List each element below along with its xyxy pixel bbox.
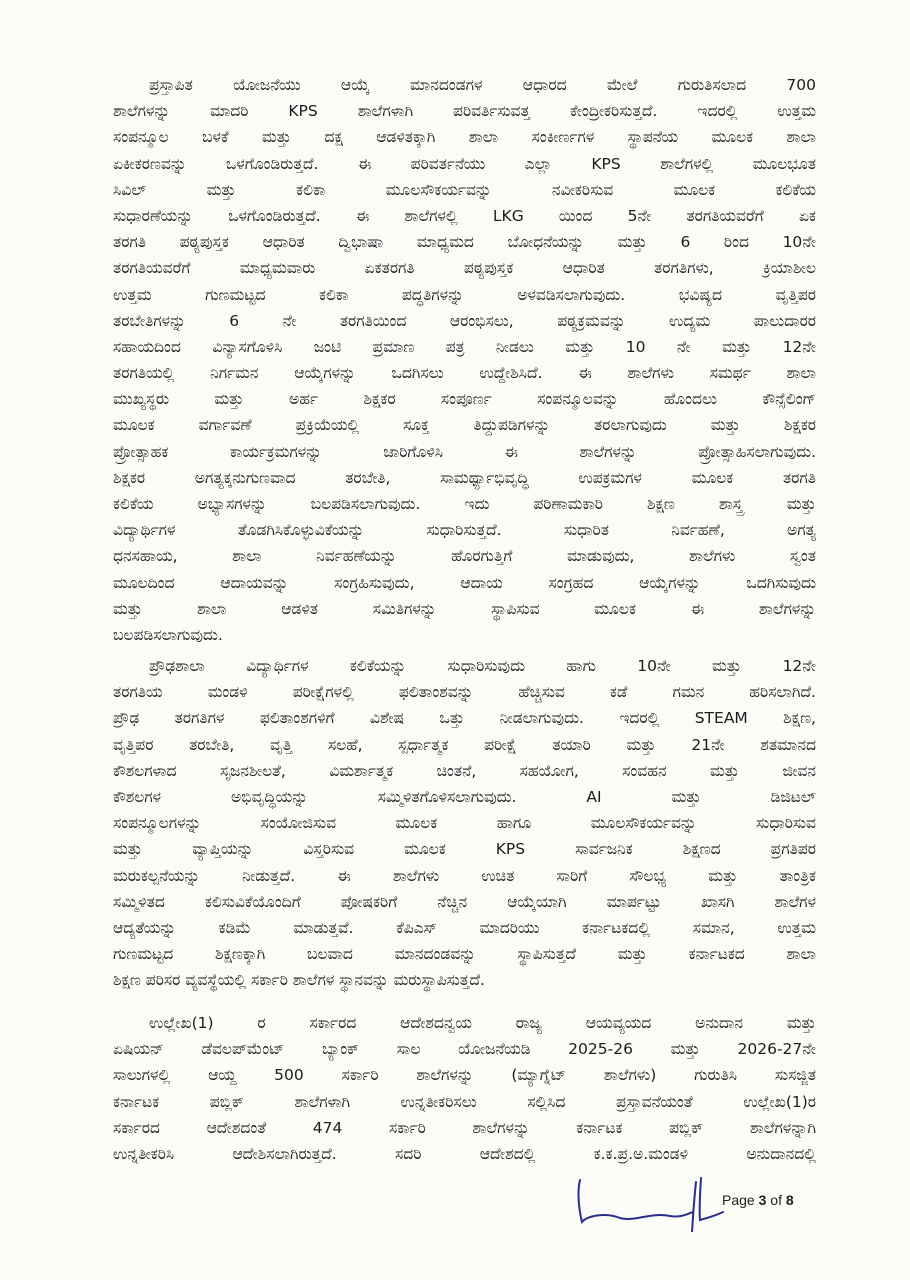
text-line: ತರಗತಿ ಪಠ್ಯಪುಸ್ತಕ ಆಧಾರಿತ ದ್ವಿಭಾಷಾ ಮಾಧ್ಯಮದ ಬೋಧನೆಯನ್ನು ಮತ್ತು 6 ರಿಂದ 10ನೇ [113,233,816,252]
text-line: ಕರ್ನಾಟಕ ಪಬ್ಲಿಕ್ ಶಾಲೆಗಳಾಗಿ ಉನ್ನತೀಕರಿಸಲು ಸಲ್ಲಿಸಿದ ಪ್ರಸ್ತಾವನೆಯಂತೆ ಉಲ್ಲೇಖ(1)ರ [113,1092,816,1111]
paragraph-3 [113,1010,816,1167]
text-line: ಸಂಪನ್ಮೂಲ ಬಳಕೆ ಮತ್ತು ದಕ್ಷ ಆಡಳಿತಕ್ಕಾಗಿ ಶಾಲಾ ಸಂಕೀರ್ಣಗಳ ಸ್ಥಾಪನೆಯ ಮೂಲಕ ಶಾಲಾ [113,128,816,147]
page-word: Page [722,1192,755,1208]
text-line: ಸಮ್ಮಿಳಿತದ ಕಲಿಸುವಿಕೆಯೊಂದಿಗೆ ಪೋಷಕರಿಗೆ ನೆಚ್ಚಿನ ಆಯ್ಕೆಯಾಗಿ ಮಾರ್ಪಟ್ಟು ಖಾಸಗಿ ಶಾಲೆಗಳ [113,892,816,911]
text-line: ಏಷಿಯನ್ ಡೆವಲಪ್‌ಮೆಂಟ್ ಬ್ಯಾಂಕ್ ಸಾಲ ಯೋಜನೆಯಡಿ 2025-26 ಮತ್ತು 2026-27ನೇ [113,1040,816,1059]
text-line: ಸಾಲುಗಳಲ್ಲಿ ಆಯ್ದ 500 ಸರ್ಕಾರಿ ಶಾಲೆಗಳನ್ನು (ಮ್ಯಾಗ್ನೆಟ್ ಶಾಲೆಗಳು) ಗುರುತಿಸಿ ಸುಸಜ್ಜಿತ [113,1066,816,1085]
text-line: ಕೌಶಲಗಳಾದ ಸೃಜನಶೀಲತೆ, ವಿಮರ್ಶಾತ್ಮಕ ಚಿಂತನೆ, ಸಹಯೋಗ, ಸಂವಹನ ಮತ್ತು ಜೀವನ [113,761,816,780]
page-total: 8 [785,1192,794,1208]
text-line: ಶಿಕ್ಷಣ ಪರಿಸರ ವ್ಯವಸ್ಥೆಯಲ್ಲಿ ಸರ್ಕಾರಿ ಶಾಲೆಗಳ ಸ್ಥಾನವನ್ನು ಮರುಸ್ಥಾಪಿಸುತ್ತದೆ. [113,971,485,990]
text-line: ಪ್ರಸ್ತಾಪಿತ ಯೋಜನೆಯು ಆಯ್ಕೆ ಮಾನದಂಡಗಳ ಆಧಾರದ ಮೇಲೆ ಗುರುತಿಸಲಾದ 700 [149,76,816,94]
text-line: ಉತ್ತಮ ಗುಣಮಟ್ಟದ ಕಲಿಕಾ ಪದ್ಧತಿಗಳನ್ನು ಅಳವಡಿಸಲಾಗುವುದು. ಭವಿಷ್ಯದ ವೃತ್ತಿಪರ [113,285,816,304]
text-line: ಪ್ರೋತ್ಸಾಹಕ ಕಾರ್ಯಕ್ರಮಗಳನ್ನು ಜಾರಿಗೊಳಿಸಿ ಈ ಶಾಲೆಗಳನ್ನು ಪ್ರೋತ್ಸಾಹಿಸಲಾಗುವುದು. [113,442,816,461]
text-line: ಸಹಾಯದಿಂದ ವಿನ್ಯಾಸಗೊಳಿಸಿ ಜಂಟಿ ಪ್ರಮಾಣ ಪತ್ರ ನೀಡಲು ಮತ್ತು 10 ನೇ ಮತ್ತು 12ನೇ [113,337,816,356]
text-line: ವಿದ್ಯಾರ್ಥಿಗಳ ತೊಡಗಿಸಿಕೊಳ್ಳುವಿಕೆಯನ್ನು ಸುಧಾರಿಸುತ್ತದೆ. ಸುಧಾರಿತ ನಿರ್ವಹಣೆ, ಅಗತ್ಯ [113,521,816,540]
text-line: ಶಿಕ್ಷಕರ ಅಗತ್ಯಕ್ಕನುಗುಣವಾದ ತರಬೇತಿ, ಸಾಮರ್ಥ್ಯಾಭಿವೃದ್ಧಿ ಉಪಕ್ರಮಗಳ ಮೂಲಕ ತರಗತಿ [113,468,816,487]
text-line: ಮರುಕಲ್ಪನೆಯನ್ನು ನೀಡುತ್ತದೆ. ಈ ಶಾಲೆಗಳು ಉಚಿತ ಸಾರಿಗೆ ಸೌಲಭ್ಯ ಮತ್ತು ತಾಂತ್ರಿಕ [113,866,816,885]
text-line: ಧನಸಹಾಯ, ಶಾಲಾ ನಿರ್ವಹಣೆಯನ್ನು ಹೊರಗುತ್ತಿಗೆ ಮಾಡುವುದು, ಶಾಲೆಗಳು ಸ್ವಂತ [113,547,816,566]
text-line: ತರಗತಿಯಲ್ಲಿ ನಿರ್ಗಮನ ಆಯ್ಕೆಗಳನ್ನು ಒದಗಿಸಲು ಉದ್ದೇಶಿಸಿದೆ. ಈ ಶಾಲೆಗಳು ಸಮರ್ಥ ಶಾಲಾ [113,364,816,383]
text-line: ಮುಖ್ಯಸ್ಥರು ಮತ್ತು ಅರ್ಹ ಶಿಕ್ಷಕರ ಸಂಪೂರ್ಣ ಸಂಪನ್ಮೂಲವನ್ನು ಹೊಂದಲು ಕೌನ್ಸೆಲಿಂಗ್ [113,390,816,409]
text-line: ಸುಧಾರಣೆಯನ್ನು ಒಳಗೊಂಡಿರುತ್ತದೆ. ಈ ಶಾಲೆಗಳಲ್ಲಿ LKG ಯಿಂದ 5ನೇ ತರಗತಿಯವರೆಗೆ ಏಕ [113,206,816,225]
text-line: ಕೌಶಲಗಳ ಅಭಿವೃದ್ಧಿಯನ್ನು ಸಮ್ಮಿಳಿತಗೊಳಿಸಲಾಗುವುದು. AI ಮತ್ತು ಡಿಜಿಟಲ್ [113,787,816,806]
page-current: 3 [758,1192,767,1208]
text-line: ಪ್ರೌಢಶಾಲಾ ವಿದ್ಯಾರ್ಥಿಗಳ ಕಲಿಕೆಯನ್ನು ಸುಧಾರಿಸುವುದು ಹಾಗು 10ನೇ ಮತ್ತು 12ನೇ [149,657,816,675]
of-word: of [770,1192,782,1208]
text-line: ಬಲಪಡಿಸಲಾಗುವುದು. [113,625,223,644]
text-line: ಪ್ರೌಢ ತರಗತಿಗಳ ಫಲಿತಾಂಶಗಳಿಗೆ ವಿಶೇಷ ಒತ್ತು ನೀಡಲಾಗುವುದು. ಇದರಲ್ಲಿ STEAM ಶಿಕ್ಷಣ, [113,709,816,728]
text-line: ಮೂಲಕ ವರ್ಗಾವಣೆ ಪ್ರಕ್ರಿಯೆಯಲ್ಲಿ ಸೂಕ್ತ ತಿದ್ದುಪಡಿಗಳನ್ನು ತರಲಾಗುವುದು ಮತ್ತು ಶಿಕ್ಷಕರ [113,416,816,435]
text-line: ಮೂಲದಿಂದ ಆದಾಯವನ್ನು ಸಂಗ್ರಹಿಸುವುದು, ಆದಾಯ ಸಂಗ್ರಹದ ಆಯ್ಕೆಗಳನ್ನು ಒದಗಿಸುವುದು [113,573,816,592]
paragraph-1 [113,72,816,648]
text-line: ಸರ್ಕಾರದ ಆದೇಶದಂತೆ 474 ಸರ್ಕಾರಿ ಶಾಲೆಗಳನ್ನು ಕರ್ನಾಟಕ ಪಬ್ಲಿಕ್ ಶಾಲೆಗಳನ್ನಾಗಿ [113,1118,816,1137]
text-line: ಮತ್ತು ವ್ಯಾಪ್ತಿಯನ್ನು ವಿಸ್ತರಿಸುವ ಮೂಲಕ KPS ಸಾರ್ವಜನಿಕ ಶಿಕ್ಷಣದ ಪ್ರಗತಿಪರ [113,840,816,859]
text-line: ಉಲ್ಲೇಖ(1) ರ ಸರ್ಕಾರದ ಆದೇಶದನ್ವಯ ರಾಜ್ಯ ಆಯವ್ಯಯದ ಅನುದಾನ ಮತ್ತು [149,1014,816,1032]
text-line: ಸಂಪನ್ಮೂಲಗಳನ್ನು ಸಂಯೋಜಿಸುವ ಮೂಲಕ ಹಾಗೂ ಮೂಲಸೌಕರ್ಯವನ್ನು ಸುಧಾರಿಸುವ [113,814,816,833]
text-line: ಗುಣಮಟ್ಟದ ಶಿಕ್ಷಣಕ್ಕಾಗಿ ಬಲವಾದ ಮಾನದಂಡವನ್ನು ಸ್ಥಾಪಿಸುತ್ತದೆ ಮತ್ತು ಕರ್ನಾಟಕದ ಶಾಲಾ [113,945,816,964]
text-line: ಮತ್ತು ಶಾಲಾ ಆಡಳಿತ ಸಮಿತಿಗಳನ್ನು ಸ್ಥಾಪಿಸುವ ಮೂಲಕ ಈ ಶಾಲೆಗಳನ್ನು [113,599,816,618]
text-line: ತರಬೇತಿಗಳನ್ನು 6 ನೇ ತರಗತಿಯಿಂದ ಆರಂಭಿಸಲು, ಪಠ್ಯಕ್ರಮವನ್ನು ಉದ್ಯಮ ಪಾಲುದಾರರ [113,311,816,330]
text-line: ತರಗತಿಯ ಮಂಡಳಿ ಪರೀಕ್ಷೆಗಳಲ್ಲಿ ಫಲಿತಾಂಶವನ್ನು ಹೆಚ್ಚಿಸುವ ಕಡೆ ಗಮನ ಹರಿಸಲಾಗಿದೆ. [113,683,816,702]
text-line: ವೃತ್ತಿಪರ ತರಬೇತಿ, ವೃತ್ತಿ ಸಲಹೆ, ಸ್ಪರ್ಧಾತ್ಮಕ ಪರೀಕ್ಷೆ ತಯಾರಿ ಮತ್ತು 21ನೇ ಶತಮಾನದ [113,735,816,754]
text-line: ಆದ್ಯತೆಯನ್ನು ಕಡಿಮೆ ಮಾಡುತ್ತವೆ. ಕೆಪಿಎಸ್ ಮಾದರಿಯು ಕರ್ನಾಟಕದಲ್ಲಿ ಸಮಾನ, ಉತ್ತಮ [113,918,816,937]
text-line: ಏಕೀಕರಣವನ್ನು ಒಳಗೊಂಡಿರುತ್ತದೆ. ಈ ಪರಿವರ್ತನೆಯು ಎಲ್ಲಾ KPS ಶಾಲೆಗಳಲ್ಲಿ ಮೂಲಭೂತ [113,154,816,173]
text-line: ಉನ್ನತೀಕರಿಸಿ ಆದೇಶಿಸಲಾಗಿರುತ್ತದೆ. ಸದರಿ ಆದೇಶದಲ್ಲಿ ಕ.ಕ.ಪ್ರ.ಅ.ಮಂಡಳಿ ಅನುದಾನದಲ್ಲಿ [113,1144,816,1163]
page-number [722,1192,794,1208]
text-line: ಸಿವಿಲ್ ಮತ್ತು ಕಲಿಕಾ ಮೂಲಸೌಕರ್ಯವನ್ನು ನವೀಕರಿಸುವ ಮೂಲಕ ಕಲಿಕೆಯ [113,180,816,199]
text-line: ಕಲಿಕೆಯ ಅಭ್ಯಾಸಗಳನ್ನು ಬಲಪಡಿಸಲಾಗುವುದು. ಇದು ಪರಿಣಾಮಕಾರಿ ಶಿಕ್ಷಣ ಶಾಸ್ತ್ರ ಮತ್ತು [113,495,816,513]
text-line: ಶಾಲೆಗಳನ್ನು ಮಾದರಿ KPS ಶಾಲೆಗಳಾಗಿ ಪರಿವರ್ತಿಸುವತ್ತ ಕೇಂದ್ರೀಕರಿಸುತ್ತದೆ. ಇದರಲ್ಲಿ ಉತ್ತಮ [113,102,816,121]
paragraph-2 [113,653,816,993]
text-line: ತರಗತಿಯವರೆಗೆ ಮಾಧ್ಯಮವಾರು ಏಕತರಗತಿ ಪಠ್ಯಪುಸ್ತಕ ಆಧಾರಿತ ತರಗತಿಗಳು, ಕ್ರಿಯಾಶೀಲ [113,259,816,278]
